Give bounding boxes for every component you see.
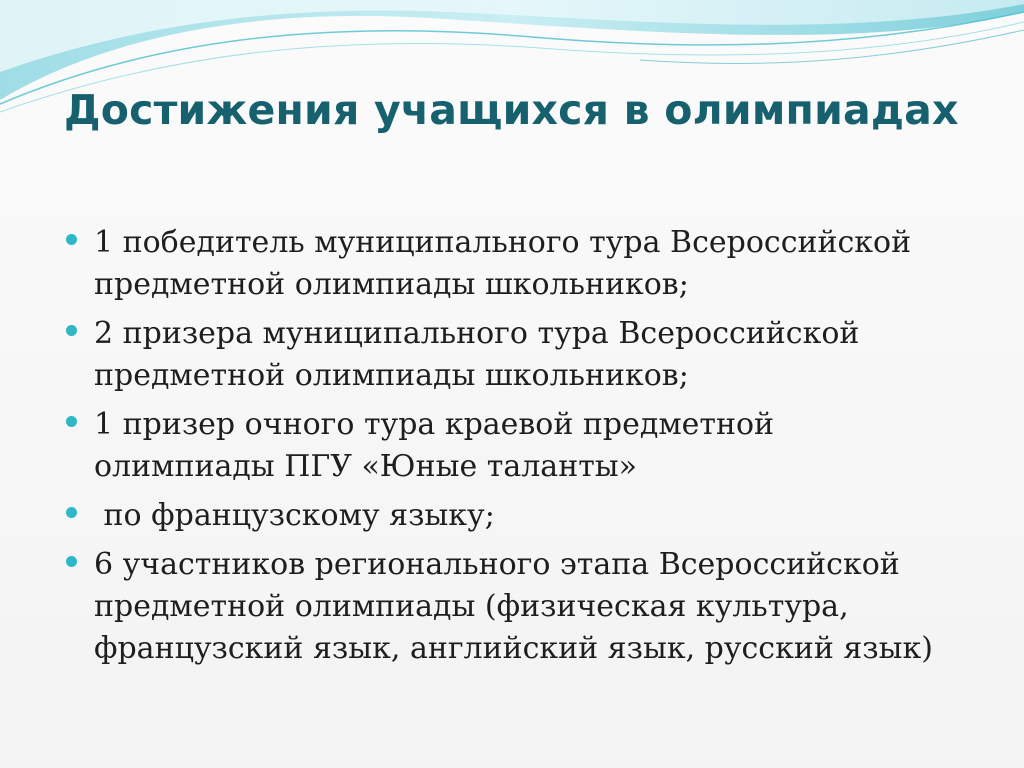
bullet-text: 6 участников регионального этапа Всероссийской предметной олимпиады (физическая культура, французский язык, английский язык, русский язык) bbox=[94, 547, 934, 666]
bullet-dot-icon bbox=[66, 234, 77, 245]
bullet-dot-icon bbox=[66, 556, 77, 567]
bullet-item bbox=[62, 404, 962, 488]
bullet-item bbox=[62, 495, 962, 537]
bullet-item bbox=[62, 544, 962, 670]
bullet-list bbox=[62, 222, 962, 677]
bullet-text: по французскому языку; bbox=[94, 498, 495, 533]
wave-line-accent bbox=[640, 30, 1024, 63]
bullet-dot-icon bbox=[66, 325, 77, 336]
bullet-item bbox=[62, 313, 962, 397]
bullet-item bbox=[62, 222, 962, 306]
bullet-text: 1 призер очного тура краевой предметной олимпиады ПГУ «Юные таланты» bbox=[94, 407, 775, 484]
bullet-dot-icon bbox=[66, 507, 77, 518]
bullet-dot-icon bbox=[66, 416, 77, 427]
bullet-text: 1 победитель муниципального тура Всероссийской предметной олимпиады школьников; bbox=[94, 225, 912, 302]
bullet-text: 2 призера муниципального тура Всероссийской предметной олимпиады школьников; bbox=[94, 316, 860, 393]
slide-title: Достижения учащихся в олимпиадах bbox=[64, 86, 959, 134]
